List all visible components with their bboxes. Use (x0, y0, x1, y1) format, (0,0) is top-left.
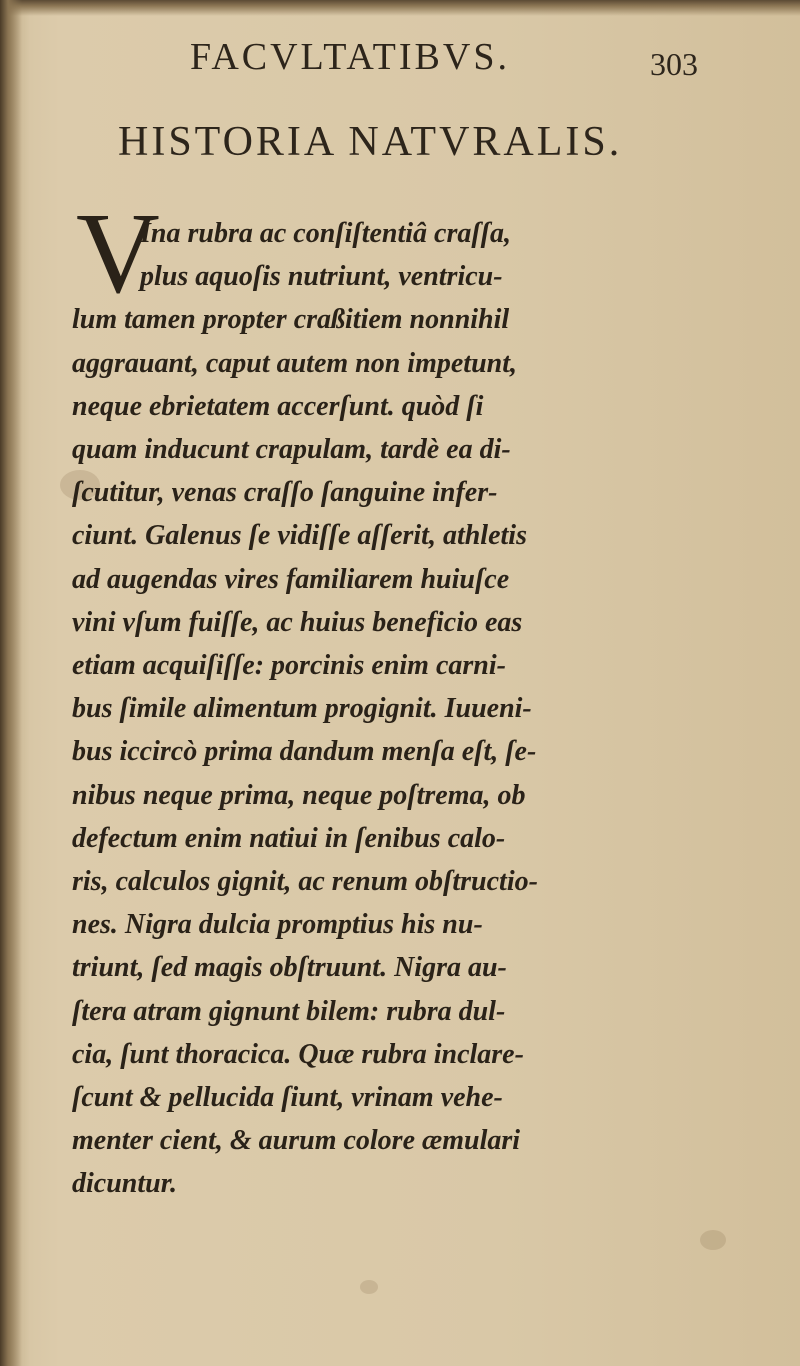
text-line: ſtera atram gignunt bilem: rubra dul- (72, 995, 506, 1027)
paper-stain (360, 1280, 378, 1294)
text-line: plus aquoſis nutriunt, ventricu- (140, 261, 503, 293)
text-line: ciunt. Galenus ſe vidiſſe aſſerit, athletis (72, 520, 527, 552)
page-top-edge (0, 0, 800, 16)
text-line: ſcunt & pellucida ſiunt, vrinam vehe- (72, 1082, 503, 1114)
text-line: ad augendas vires familiarem huiuſce (72, 563, 510, 595)
text-line: etiam acquiſiſſe: porcinis enim carni- (72, 650, 506, 682)
text-line: nes. Nigra dulcia promptius his nu- (72, 909, 483, 941)
running-head: FACVLTATIBVS. (190, 36, 510, 78)
text-line: Ina rubra ac conſiſtentiâ craſſa, (140, 218, 511, 249)
section-title: HISTORIA NATVRALIS. (118, 119, 623, 165)
text-line: defectum enim natiui in ſenibus calo- (72, 822, 506, 854)
text-line: dicuntur. (72, 1168, 178, 1200)
text-line: ris, calculos gignit, ac renum obſtructio- (72, 866, 538, 898)
text-line: quam inducunt crapulam, tardè ea di- (72, 434, 511, 466)
drop-cap: V (76, 190, 160, 318)
text-line: triunt, ſed magis obſtruunt. Nigra au- (72, 952, 507, 984)
text-line: ſcutitur, venas craſſo ſanguine infer- (72, 477, 498, 509)
binding-gutter (0, 0, 22, 1366)
text-line: vini vſum fuiſſe, ac huius beneficio eas (72, 606, 523, 638)
body-paragraph (72, 212, 722, 1206)
text-line: bus ſimile alimentum progignit. Iuueni- (72, 693, 532, 725)
text-line: nibus neque prima, neque poſtrema, ob (72, 779, 526, 811)
text-line: bus iccircò prima dandum menſa eſt, ſe- (72, 736, 537, 768)
text-line: aggrauant, caput autem non impetunt, (72, 347, 517, 379)
text-line: menter cient, & aurum colore æmulari (72, 1125, 521, 1157)
text-line: cia, ſunt thoracica. Quæ rubra inclare- (72, 1038, 524, 1070)
page-number: 303 (650, 46, 698, 82)
paper-stain (700, 1230, 726, 1250)
text-line: lum tamen propter craßitiem nonnihil (72, 304, 510, 336)
text-line: neque ebrietatem accerſunt. quòd ſi (72, 390, 484, 422)
